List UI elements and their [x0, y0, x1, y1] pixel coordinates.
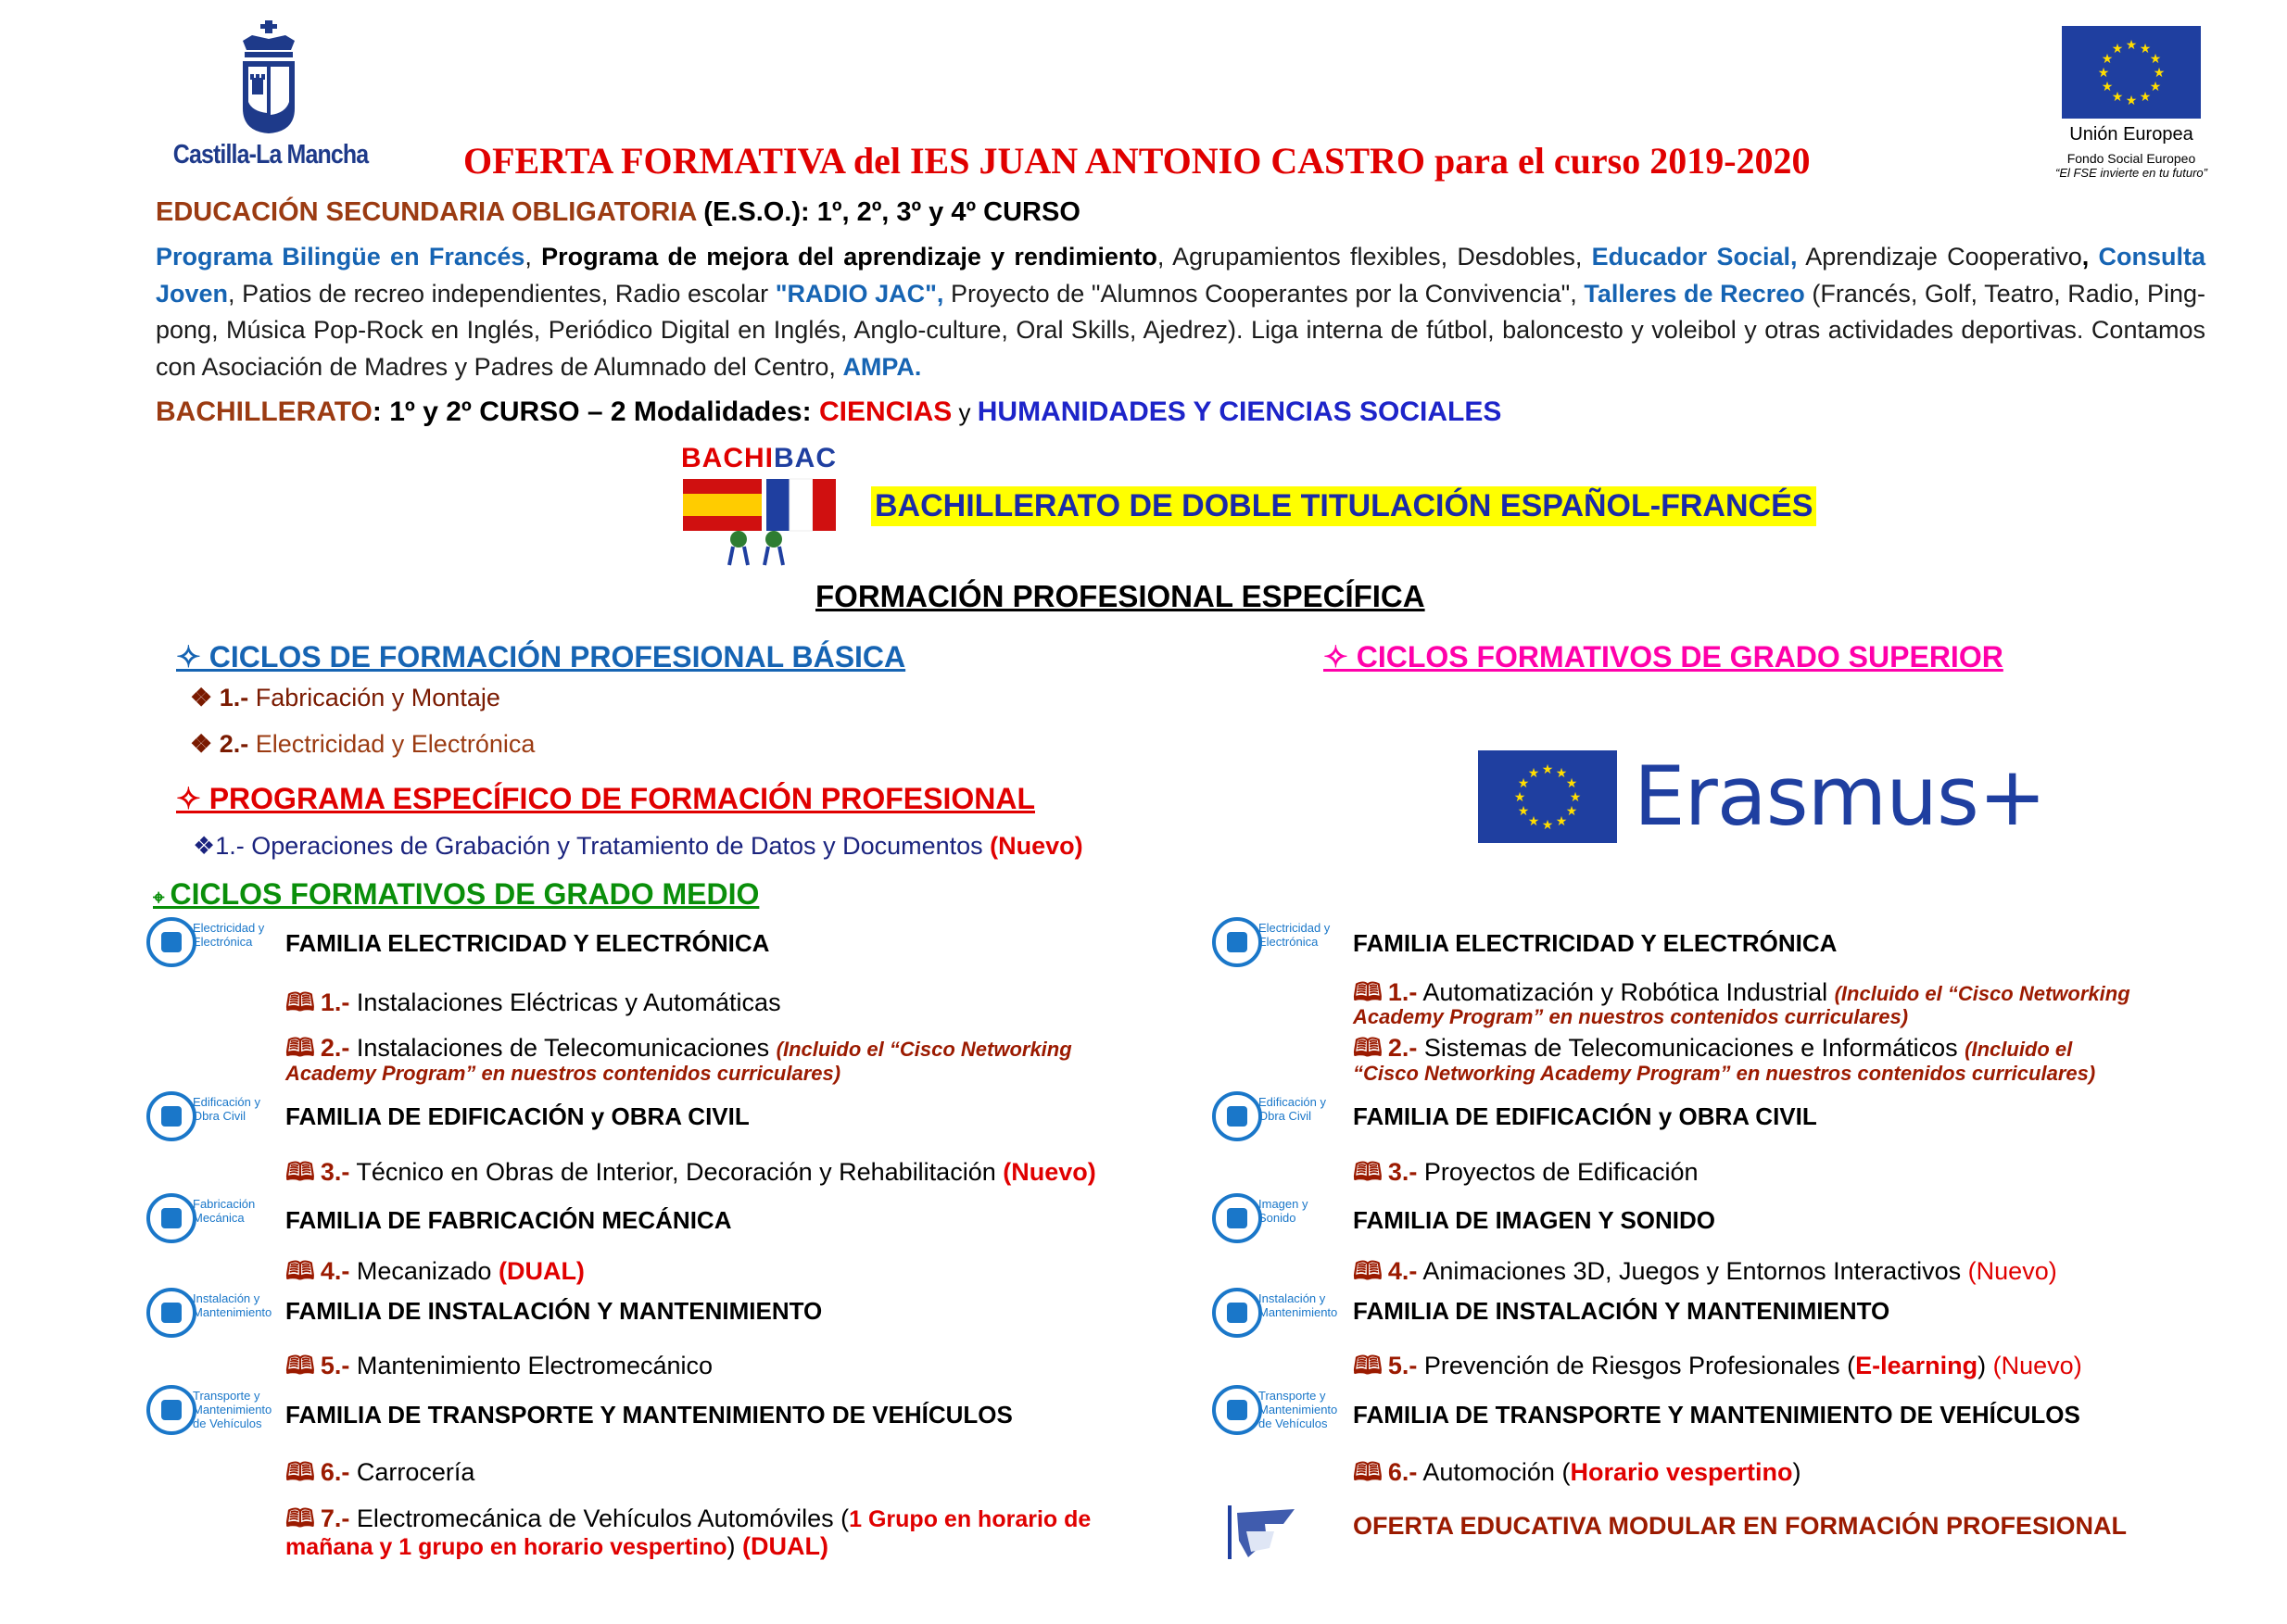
family-heading: FAMILIA DE EDIFICACIÓN y OBRA CIVIL: [285, 1102, 750, 1130]
diamond-bullet-icon: ❖: [193, 832, 216, 860]
icon-label: Instalación y Mantenimiento: [1258, 1291, 1338, 1319]
item-text: Instalaciones de Telecomunicaciones: [349, 1034, 777, 1062]
oferta-modular: OFERTA EDUCATIVA MODULAR EN FORMACIÓN PROFESIONAL: [1353, 1512, 2127, 1540]
item-number: 7.-: [320, 1504, 350, 1532]
svg-text:★: ★: [2111, 42, 2124, 57]
eu-name: Unión Europea: [2069, 124, 2193, 145]
item-number: 2.-: [320, 1034, 350, 1062]
course-item: [285, 1154, 1096, 1197]
item-text: ): [727, 1532, 743, 1560]
family-heading: FAMILIA DE TRANSPORTE Y MANTENIMIENTO DE VEHÍCULOS: [1353, 1401, 2080, 1429]
icon-label: Transporte y Mantenimiento de Vehículos: [1258, 1389, 1338, 1430]
book-icon: 🕮: [285, 1504, 315, 1532]
eso-text: Proyecto de "Alumnos Cooperantes por la Convivencia",: [943, 279, 1585, 308]
family-heading: FAMILIA DE INSTALACIÓN Y MANTENIMIENTO: [1353, 1297, 1890, 1325]
eso-heading: [156, 197, 1080, 228]
cross-bullet-icon: ⌖: [153, 886, 171, 909]
svg-text:★: ★: [1541, 818, 1554, 833]
item-text: Fabricación y Montaje: [248, 684, 500, 711]
svg-text:★: ★: [2153, 66, 2166, 81]
item-text: Prevención de Riesgos Profesionales (: [1417, 1352, 1856, 1379]
item-text: Automatización y Robótica Industrial: [1417, 978, 1835, 1006]
item-text: 1.- Operaciones de Grabación y Tratamiento de Datos y Documentos: [215, 832, 991, 860]
book-icon: 🕮: [1353, 1257, 1383, 1285]
item-number: 4.-: [1387, 1257, 1418, 1285]
grado-medio-heading: [153, 877, 759, 912]
item-text: Carrocería: [349, 1458, 475, 1486]
svg-text:★: ★: [1517, 776, 1530, 791]
svg-text:★: ★: [2149, 80, 2162, 94]
eso-text: Aprendizaje Cooperativo: [1797, 243, 2082, 271]
item-number: 6.-: [320, 1458, 350, 1486]
humanidades-label: HUMANIDADES Y CIENCIAS SOCIALES: [977, 397, 1502, 427]
item-number: 3.-: [320, 1158, 350, 1186]
schedule-note: 1 Grupo en horario de: [849, 1506, 1092, 1532]
icon-label: Transporte y Mantenimiento de Vehículos: [193, 1389, 272, 1430]
eso-text: Educador Social,: [1591, 243, 1798, 271]
icon-label: Electricidad y Electrónica: [193, 921, 265, 949]
item-text: Proyectos de Edificación: [1417, 1158, 1699, 1186]
and-label: y: [952, 398, 978, 426]
item-note: “Cisco Networking Academy Program” en nuestros contenidos curriculares): [1353, 1062, 2096, 1085]
bachibac-part: BACHI: [681, 443, 774, 473]
eso-text: ,: [2081, 243, 2099, 271]
diamond-bullet-icon: ❖: [190, 730, 220, 758]
nuevo-tag: (Nuevo): [990, 832, 1083, 860]
svg-text:★: ★: [1569, 790, 1582, 805]
item-number: 4.-: [320, 1257, 350, 1285]
eu-logo: [2025, 26, 2238, 180]
svg-text:★: ★: [1541, 762, 1554, 777]
bachillerato-label: BACHILLERATO: [156, 397, 373, 427]
course-item-cont: [285, 1532, 828, 1561]
eso-text: Programa Bilingüe en Francés: [156, 243, 525, 271]
item-text: ): [1792, 1458, 1801, 1486]
eso-description: [156, 239, 2205, 385]
item-number: 1.-: [1387, 978, 1418, 1006]
basica-heading: ✧ CICLOS DE FORMACIÓN PROFESIONAL BÁSICA: [176, 640, 906, 674]
item-number: 1.-: [320, 988, 350, 1016]
icon-circle: [146, 1193, 196, 1243]
svg-text:★: ★: [2125, 94, 2138, 108]
svg-text:★: ★: [1517, 804, 1530, 819]
bachillerato-rest: : 1º y 2º CURSO – 2 Modalidades:: [372, 397, 819, 427]
eso-text: , Agrupamientos flexibles, Desdobles,: [1156, 243, 1592, 271]
svg-text:★: ★: [1513, 790, 1526, 805]
eso-text: Talleres de Recreo: [1584, 279, 1805, 308]
course-item: [285, 1454, 474, 1497]
item-text: Mantenimiento Electromecánico: [349, 1352, 714, 1379]
erasmus-logo: [1478, 749, 2046, 857]
item-number: 2.-: [219, 730, 249, 758]
item-number: 1.-: [219, 684, 249, 711]
course-item: [1353, 1454, 1801, 1497]
schedule-tag: Horario vespertino: [1570, 1458, 1793, 1486]
icon-circle: [146, 1288, 196, 1338]
icon-label: Instalación y Mantenimiento: [193, 1291, 272, 1319]
icon-circle: [1212, 1193, 1262, 1243]
eso-text: Programa de mejora del aprendizaje y rendimiento: [541, 243, 1157, 271]
basica-item: [190, 684, 500, 712]
item-number: 6.-: [1387, 1458, 1418, 1486]
bachibac-part: BAC: [774, 443, 837, 473]
basica-item: [190, 730, 535, 759]
svg-text:★: ★: [1527, 814, 1540, 829]
programa-especifico-heading-text: ✧ PROGRAMA ESPECÍFICO DE FORMACIÓN PROFESIONAL: [176, 782, 1035, 815]
eso-text: (Francés, Golf, Teatro, Radio, Ping-pong, Música Pop-Rock en Inglés, Periódico Digital en Inglés, Anglo-culture, Oral Skills, Ajedrez). Liga interna de fútbol, baloncesto y voleibol y otras actividades deportivas. Contamos con Asociación de Madres y Padres de Alumnado del Centro,: [156, 279, 2205, 381]
eso-heading-main: EDUCACIÓN SECUNDARIA OBLIGATORIA: [156, 197, 697, 227]
item-text: Automoción (: [1417, 1458, 1571, 1486]
bachibac-word: [681, 443, 848, 474]
building-icon: [146, 1091, 267, 1147]
icon-circle: [1212, 1091, 1262, 1141]
item-text: Instalaciones Eléctricas y Automáticas: [349, 988, 781, 1016]
dual-tag: (DUAL): [742, 1532, 828, 1560]
course-item: [1353, 1348, 2082, 1391]
eu-motto: “El FSE invierte en tu futuro”: [2054, 166, 2207, 180]
eu-flag-icon: [2062, 26, 2201, 119]
diamond-bullet-icon: ❖: [190, 684, 220, 711]
modular-logo-svg: [1228, 1504, 1302, 1561]
family-heading: FAMILIA ELECTRICIDAD Y ELECTRÓNICA: [285, 929, 770, 957]
eu-flag-icon: [1478, 750, 1617, 843]
book-icon: 🕮: [285, 988, 315, 1016]
programa-especifico-item: [193, 832, 1083, 861]
course-item: [285, 1253, 585, 1296]
item-text: ): [1977, 1352, 1993, 1379]
course-item: [1353, 1154, 1699, 1197]
family-heading: FAMILIA DE FABRICACIÓN MECÁNICA: [285, 1206, 732, 1234]
icon-circle: [146, 1385, 196, 1435]
book-icon: 🕮: [1353, 978, 1383, 1006]
camera-icon: [1212, 1193, 1333, 1249]
doble-titulacion-banner: BACHILLERATO DE DOBLE TITULACIÓN ESPAÑOL-FRANCÉS: [871, 486, 1816, 526]
item-note: (Incluido el: [1965, 1038, 2073, 1061]
eso-text: "RADIO JAC",: [775, 279, 944, 308]
svg-text:★: ★: [2101, 80, 2114, 94]
icon-circle: [1212, 917, 1262, 967]
book-icon: 🕮: [1353, 1158, 1383, 1186]
book-icon: 🕮: [285, 1034, 315, 1062]
svg-text:★: ★: [2139, 42, 2152, 57]
icon-label: Fabricación Mecánica: [193, 1197, 256, 1225]
eso-text: AMPA.: [842, 352, 922, 381]
electricity-icon: [146, 917, 267, 973]
eso-text: Consulta Joven: [156, 243, 2205, 308]
book-icon: 🕮: [1353, 1034, 1383, 1062]
bachillerato-heading: [156, 397, 1501, 428]
svg-text:★: ★: [2139, 90, 2152, 105]
icon-circle: [1212, 1288, 1262, 1338]
bachibac-logo: [681, 443, 848, 573]
superior-heading: ✧ CICLOS FORMATIVOS DE GRADO SUPERIOR: [1323, 640, 2003, 674]
item-text: Técnico en Obras de Interior, Decoración y Rehabilitación: [349, 1158, 1004, 1186]
family-heading: FAMILIA DE IMAGEN Y SONIDO: [1353, 1206, 1716, 1234]
svg-text:★: ★: [2111, 90, 2124, 105]
item-text: Electricidad y Electrónica: [248, 730, 536, 758]
eu-stars-icon: [2062, 26, 2201, 119]
svg-text:★: ★: [1565, 804, 1578, 819]
item-text: Animaciones 3D, Juegos y Entornos Interactivos: [1417, 1257, 1968, 1285]
eu-fund: Fondo Social Europeo: [2066, 151, 2196, 166]
course-item: [1353, 1253, 2057, 1296]
region-name: Castilla-La Mancha: [172, 140, 369, 170]
svg-text:★: ★: [1527, 766, 1540, 781]
book-icon: 🕮: [285, 1352, 315, 1379]
item-note: (Incluido el “Cisco Networking: [1834, 982, 2130, 1005]
wrench-icon: [1212, 1288, 1338, 1343]
schedule-note: mañana y 1 grupo en horario vespertino: [285, 1534, 727, 1560]
fp-title: FORMACIÓN PROFESIONAL ESPECÍFICA: [815, 579, 1425, 613]
svg-text:★: ★: [1565, 776, 1578, 791]
svg-text:★: ★: [2125, 38, 2138, 53]
building-icon: [1212, 1091, 1333, 1147]
nuevo-tag: (Nuevo): [1967, 1257, 2057, 1285]
spain-france-flags-icon: [681, 474, 848, 567]
item-text: Mecanizado: [349, 1257, 499, 1285]
book-icon: 🕮: [285, 1458, 315, 1486]
course-item: [285, 1348, 713, 1391]
eso-text: , Patios de recreo independientes, Radio escolar: [228, 279, 776, 308]
icon-label: Edificación y Obra Civil: [1258, 1095, 1326, 1123]
wrench-icon: [146, 1288, 272, 1343]
item-number: 3.-: [1387, 1158, 1418, 1186]
icon-circle: [146, 1091, 196, 1141]
gear-icon: [146, 1193, 267, 1249]
item-text: Electromecánica de Vehículos Automóviles (: [349, 1504, 850, 1532]
item-text: Sistemas de Telecomunicaciones e Informáticos: [1417, 1034, 1965, 1062]
item-note: (Incluido el “Cisco Networking: [776, 1038, 1072, 1061]
castilla-la-mancha-logo: [158, 20, 380, 178]
icon-circle: [1212, 1385, 1262, 1435]
crown-castle-emblem-icon: [232, 20, 306, 136]
nuevo-tag: (Nuevo): [1992, 1352, 2082, 1379]
item-note: Academy Program” en nuestros contenidos curriculares): [1353, 1005, 1909, 1028]
icon-circle: [146, 917, 196, 967]
item-number: 5.-: [320, 1352, 350, 1379]
grado-medio-heading-text: CICLOS FORMATIVOS DE GRADO MEDIO: [170, 877, 760, 911]
book-icon: 🕮: [285, 1158, 315, 1186]
ciencias-label: CIENCIAS: [818, 397, 953, 427]
book-icon: 🕮: [1353, 1458, 1383, 1486]
icon-label: Electricidad y Electrónica: [1258, 921, 1331, 949]
icon-label: Imagen y Sonido: [1258, 1197, 1308, 1225]
elearning-tag: E-learning: [1855, 1352, 1978, 1379]
car-icon: [1212, 1385, 1338, 1441]
car-icon: [146, 1385, 272, 1441]
item-number: 5.-: [1387, 1352, 1418, 1379]
nuevo-tag: (Nuevo): [1003, 1158, 1096, 1186]
icon-label: Edificación y Obra Civil: [193, 1095, 260, 1123]
family-heading: FAMILIA ELECTRICIDAD Y ELECTRÓNICA: [1353, 929, 1838, 957]
eu-stars-icon: [1478, 750, 1617, 843]
page-title: OFERTA FORMATIVA del IES JUAN ANTONIO CASTRO para el curso 2019-2020: [463, 140, 1811, 182]
electricity-icon: [1212, 917, 1333, 973]
item-note: Academy Program” en nuestros contenidos curriculares): [285, 1062, 841, 1085]
family-heading: FAMILIA DE EDIFICACIÓN y OBRA CIVIL: [1353, 1102, 1817, 1130]
item-number: 2.-: [1387, 1034, 1418, 1062]
book-icon: 🕮: [1353, 1352, 1383, 1379]
modular-logo-icon: [1228, 1504, 1302, 1561]
eso-text: ,: [524, 243, 542, 271]
svg-text:★: ★: [1555, 766, 1568, 781]
erasmus-word: Erasmus+: [1634, 749, 2046, 844]
svg-text:★: ★: [2097, 66, 2110, 81]
course-item: [285, 985, 781, 1027]
family-heading: FAMILIA DE TRANSPORTE Y MANTENIMIENTO DE VEHÍCULOS: [285, 1401, 1013, 1429]
programa-especifico-heading: [156, 781, 1035, 816]
book-icon: 🕮: [285, 1257, 315, 1285]
eso-heading-rest: (E.S.O.): 1º, 2º, 3º y 4º CURSO: [696, 197, 1080, 227]
svg-text:★: ★: [2149, 52, 2162, 67]
svg-text:★: ★: [1555, 814, 1568, 829]
dual-tag: (DUAL): [498, 1257, 585, 1285]
family-heading: FAMILIA DE INSTALACIÓN Y MANTENIMIENTO: [285, 1297, 823, 1325]
svg-text:★: ★: [2101, 52, 2114, 67]
